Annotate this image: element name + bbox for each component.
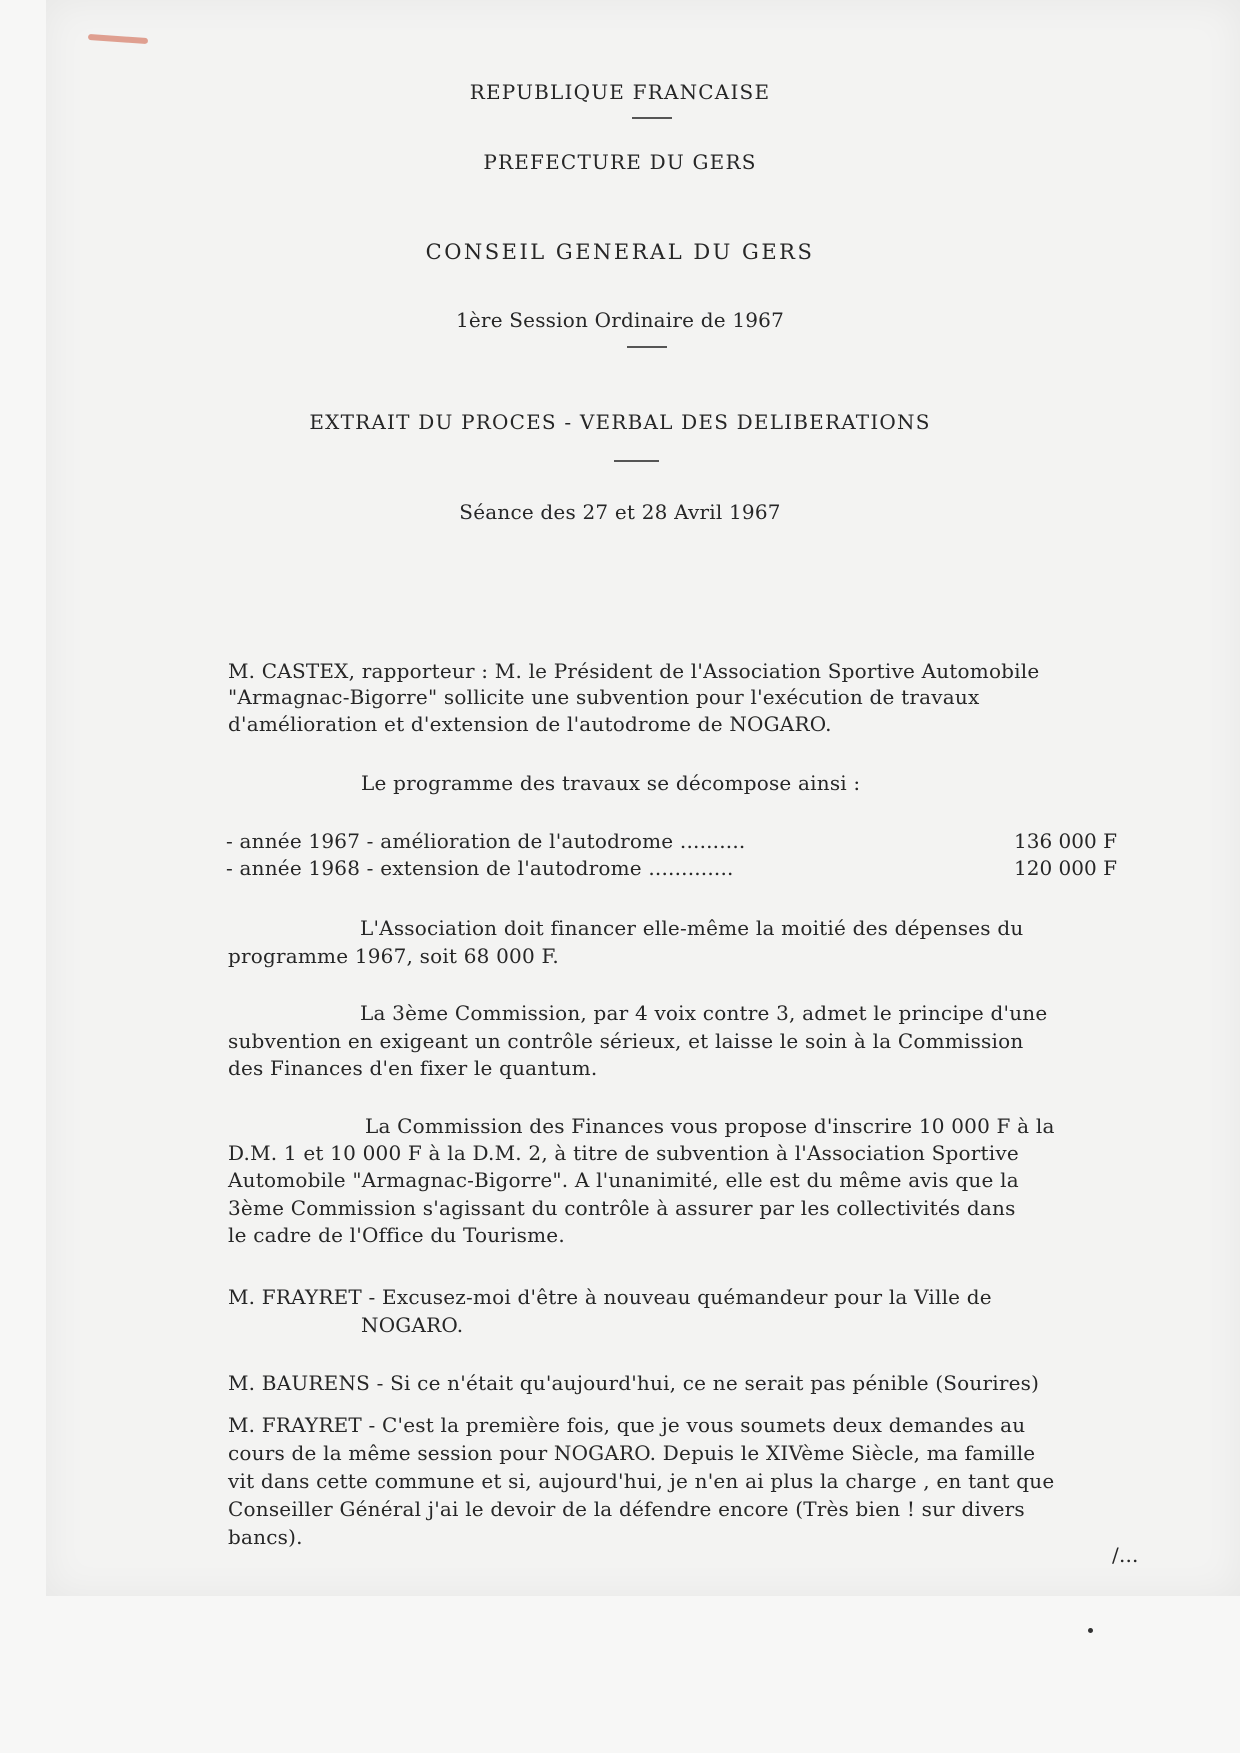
finances-line-5: le cadre de l'Office du Tourisme. — [228, 1223, 565, 1247]
castex-line-3: d'amélioration et d'extension de l'autodrome de NOGARO. — [228, 712, 832, 736]
extract-heading: EXTRAIT DU PROCES - VERBAL DES DELIBERATIONS — [309, 410, 931, 434]
council-heading: CONSEIL GENERAL DU GERS — [425, 240, 815, 264]
association-line-1: L'Association doit financer elle-même la moitié des dépenses du — [360, 916, 1024, 940]
finances-line-1: La Commission des Finances vous propose d'inscrire 10 000 F à la — [365, 1114, 1055, 1138]
castex-line-1: M. CASTEX, rapporteur : M. le Président de l'Association Sportive Automobile — [228, 659, 1040, 683]
castex-line-2: "Armagnac-Bigorre" sollicite une subvention pour l'exécution de travaux — [228, 685, 980, 709]
finances-line-3: Automobile "Armagnac-Bigorre". A l'unanimité, elle est du même avis que la — [228, 1168, 1019, 1192]
ink-dot — [1088, 1628, 1093, 1633]
frayret1-line-2: NOGARO. — [361, 1313, 464, 1337]
programme-intro: Le programme des travaux se décompose ainsi : — [361, 771, 861, 795]
frayret2-line-2: cours de la même session pour NOGARO. Depuis le XIVème Siècle, ma famille — [228, 1441, 1036, 1465]
prefecture-heading: PREFECTURE DU GERS — [483, 150, 757, 174]
item-1967-label: - année 1967 - amélioration de l'autodrome .......... — [226, 829, 746, 853]
finances-line-4: 3ème Commission s'agissant du contrôle à assurer par les collectivités dans — [228, 1196, 1016, 1220]
divider — [627, 346, 667, 348]
item-1968-label: - année 1968 - extension de l'autodrome ............. — [226, 856, 734, 880]
frayret2-line-5: bancs). — [228, 1525, 303, 1549]
finances-line-2: D.M. 1 et 10 000 F à la D.M. 2, à titre de subvention à l'Association Sportive — [228, 1141, 1019, 1165]
frayret2-line-4: Conseiller Général j'ai le devoir de la défendre encore (Très bien ! sur divers — [228, 1497, 1025, 1521]
frayret1-line-1: M. FRAYRET - Excusez-moi d'être à nouveau quémandeur pour la Ville de — [228, 1285, 992, 1309]
commission3-line-2: subvention en exigeant un contrôle sérieux, et laisse le soin à la Commission — [228, 1029, 1024, 1053]
divider — [632, 117, 672, 119]
frayret2-line-3: vit dans cette commune et si, aujourd'hui, je n'en ai plus la charge , en tant que — [228, 1469, 1055, 1493]
baurens-line: M. BAURENS - Si ce n'était qu'aujourd'hui, ce ne serait pas pénible (Sourires) — [228, 1371, 1040, 1395]
commission3-line-1: La 3ème Commission, par 4 voix contre 3, admet le principe d'une — [360, 1001, 1048, 1025]
commission3-line-3: des Finances d'en fixer le quantum. — [228, 1056, 598, 1080]
item-1967-amount: 136 000 F — [1014, 829, 1117, 853]
session-heading: 1ère Session Ordinaire de 1967 — [455, 308, 785, 332]
frayret2-line-1: M. FRAYRET - C'est la première fois, que je vous soumets deux demandes au — [228, 1413, 1026, 1437]
seance-heading: Séance des 27 et 28 Avril 1967 — [459, 500, 781, 524]
divider — [614, 460, 659, 462]
continued-marker: /... — [1112, 1543, 1139, 1567]
republic-heading: REPUBLIQUE FRANCAISE — [469, 80, 771, 104]
association-line-2: programme 1967, soit 68 000 F. — [228, 944, 559, 968]
item-1968-amount: 120 000 F — [1014, 856, 1117, 880]
